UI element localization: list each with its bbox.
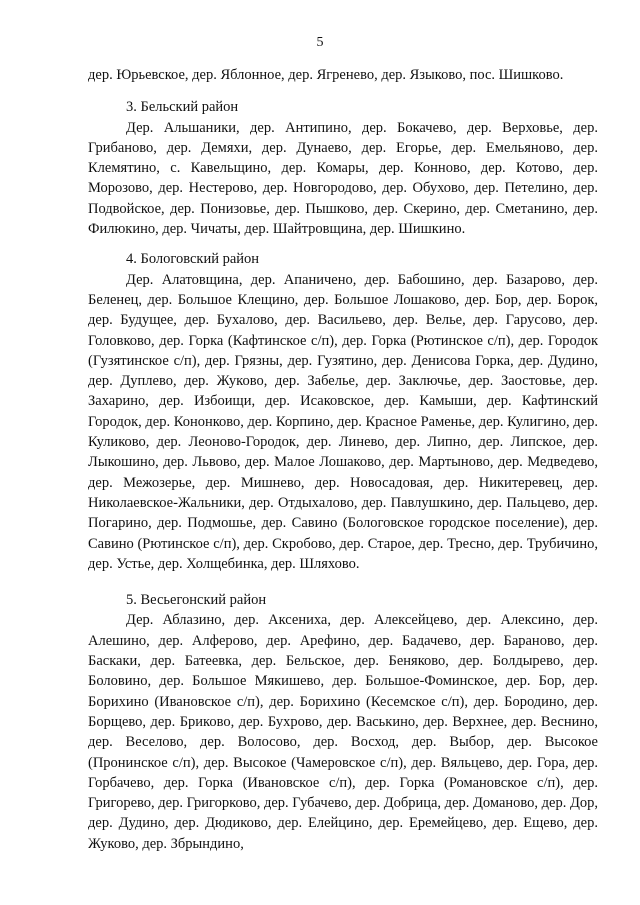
section-heading: 3. Бельский район bbox=[126, 99, 239, 116]
section-body: Дер. Аблазино, дер. Аксениха, дер. Алексейцево, дер. Алексино, дер. Алешино, дер. Алферово, дер. Арефино, дер. Бадачево, дер. Бараново, дер. Баскаки, дер. Батеевка, дер. Бельское, дер. Беняково, дер. Болдырево, дер. Боловино, дер. Большое Мякишево, дер. Большое-Фоминское, дер. Бор, дер. Борихино (Ивановское с/п), дер. Борихино (Кесемское с/п), дер. Бородино, дер. Борщево, дер. Бриково, дер. Бухрово, дер. Васькино, дер. Верхнее, дер. Веснино, дер. Веселово, дер. Волосово, дер. Восход, дер. Выбор, дер. Высокое (Пронинское с/п), дер. Высокое (Чамеровское с/п), дер. Вяльцево, дер. Гора, дер. Горбачево, дер. Горка (Ивановское с/п), дер. Горка (Романовское с/п), дер. Григорево, дер. Григорково, дер. Губачево, дер. Добрица, дер. Доманово, дер. Дор, дер. Дудино, дер. Дюдиково, дер. Елейцино, дер. Еремейцево, дер. Ещево, дер. Жуково, дер. Збрындино, bbox=[88, 612, 598, 852]
section-body: Дер. Альшаники, дер. Антипино, дер. Бокачево, дер. Верховье, дер. Грибаново, дер. Демяхи, дер. Дунаево, дер. Егорье, дер. Емельяново, дер. Клемятино, с. Кавельщино, дер. Комары, дер. Конново, дер. Котово, дер. Морозово, дер. Нестерово, дер. Новгородово, дер. Обухово, дер. Петелино, дер. Подвойское, дер. Понизовье, дер. Пышково, дер. Скерино, дер. Сметанино, дер. Филюкино, дер. Чичаты, дер. Шайтровщина, дер. Шишкино. bbox=[88, 119, 598, 238]
intro-paragraph: дер. Юрьевское, дер. Яблонное, дер. Ягренево, дер. Языково, пос. Шишково. bbox=[88, 67, 564, 83]
page-content bbox=[88, 65, 598, 854]
section-vesyegonsky bbox=[88, 590, 598, 854]
section-heading: 4. Бологовский район bbox=[126, 251, 260, 268]
page-number: 5 bbox=[316, 35, 324, 50]
section-body: Дер. Алатовщина, дер. Апаничено, дер. Бабошино, дер. Базарово, дер. Беленец, дер. Большое Клещино, дер. Большое Лошаково, дер. Бор, дер. Борок, дер. Будущее, дер. Бухалово, дер. Васильево, дер. Велье, дер. Гарусово, дер. Головково, дер. Горка (Кафтинское с/п), дер. Горка (Рютинское с/п), дер. Городок (Гузятинское с/п), дер. Грязны, дер. Гузятино, дер. Денисова Горка, дер. Дудино, дер. Дуплево, дер. Жуково, дер. Забелье, дер. Заключье, дер. Заостовье, дер. Захарино, дер. Избоищи, дер. Исаковское, дер. Камыши, дер. Кафтинский Городок, дер. Кононково, дер. Корпино, дер. Красное Раменье, дер. Кулигино, дер. Куликово, дер. Леоново-Городок, дер. Линево, дер. Липно, дер. Липское, дер. Лыкошино, дер. Львово, дер. Малое Лошаково, дер. Мартыново, дер. Медведево, дер. Межозерье, дер. Мишнево, дер. Новосадовая, дер. Никитеревец, дер. Николаевское-Жальники, дер. Отдыхалово, дер. Павлушкино, дер. Пальцево, дер. Погарино, дер. Подмошье, дер. Савино (Бологовское городское поселение), дер. Савино (Рютинское с/п), дер. Скробово, дер. Старое, дер. Тресно, дер. Трубичино, дер. Устье, дер. Холщебинка, дер. Шляхово. bbox=[88, 271, 598, 572]
section-bologovsky bbox=[88, 249, 598, 574]
section-heading: 5. Весьегонский район bbox=[126, 592, 267, 609]
section-belsky bbox=[88, 97, 598, 239]
